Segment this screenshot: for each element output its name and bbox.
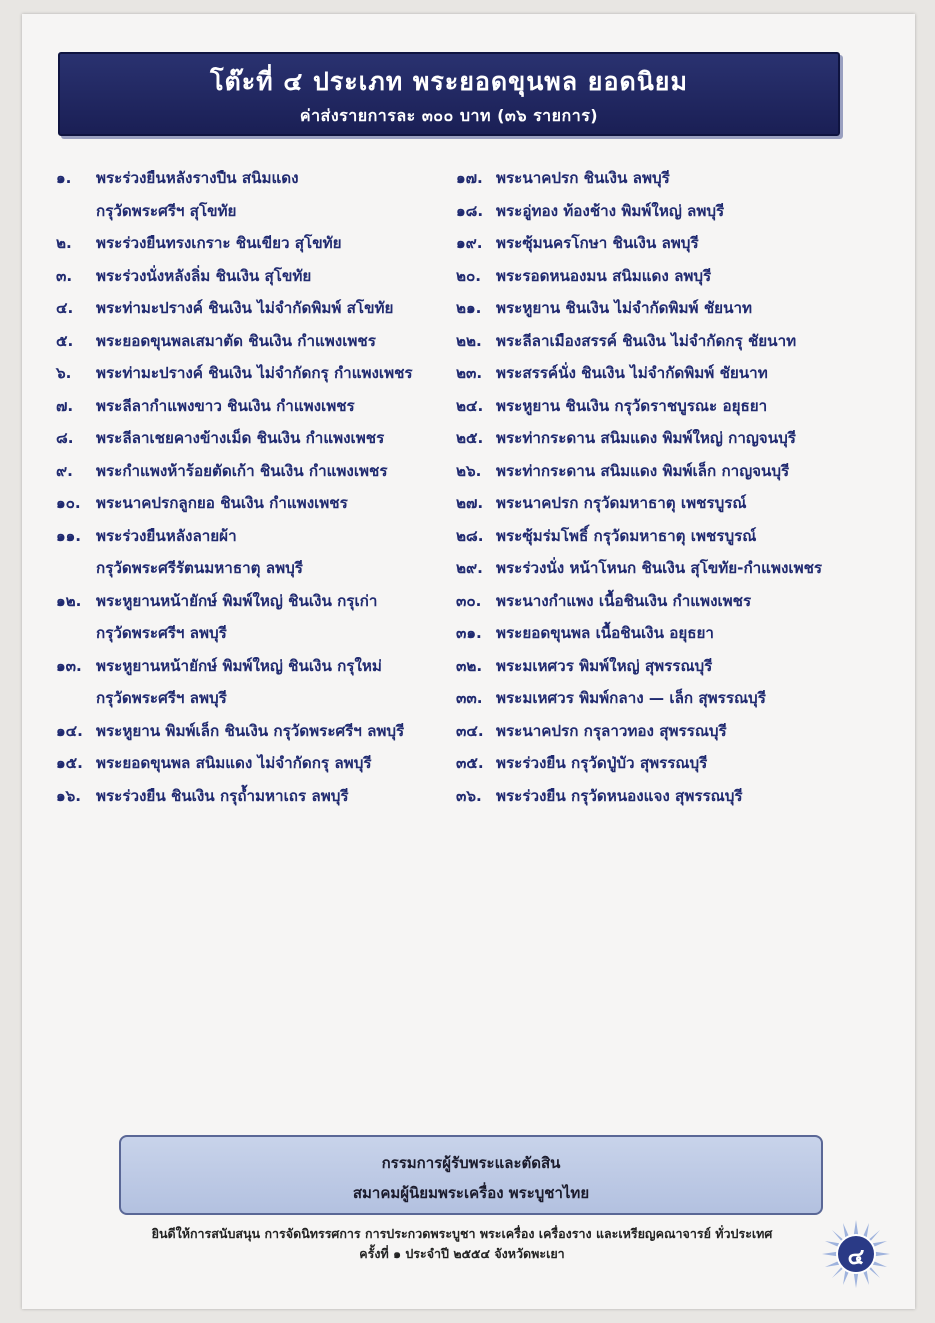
item-text: พระนาคปรก กรุวัดมหาธาตุ เพชรบูรณ์ (496, 494, 747, 512)
list-item (456, 422, 896, 455)
item-text: พระร่วงยืน กรุวัดหนองแจง สุพรรณบุรี (496, 786, 743, 805)
list-item (56, 650, 456, 715)
item-number: ๑๒. (56, 591, 82, 610)
association-name: สมาคมผู้นิยมพระเครื่อง พระบูชาไทย (352, 1184, 590, 1202)
list-item (456, 715, 896, 748)
list-item (456, 682, 896, 715)
item-text: พระร่วงยืน กรุวัดปู่บัว สุพรรณบุรี (496, 754, 708, 772)
list-item (456, 650, 896, 683)
item-text: พระร่วงนั่ง หน้าโหนก ชินเงิน สุโขทัย-กำแพงเพชร (496, 559, 823, 577)
item-text: พระร่วงยืน ชินเงิน กรุถ้ำมหาเถร ลพบุรี (96, 786, 349, 805)
item-text: พระร่วงยืนหลังลายผ้า (96, 526, 237, 545)
item-text: พระร่วงยืนหลังรางปืน สนิมแดง (96, 169, 299, 187)
item-text: กรุวัดพระศรีฯ สุโขทัย (96, 201, 237, 220)
item-number: ๓๕. (456, 754, 484, 772)
item-number: ๑๘. (456, 201, 484, 220)
item-text: กรุวัดพระศรีรัตนมหาธาตุ ลพบุรี (96, 559, 303, 577)
item-text: กรุวัดพระศรีฯ ลพบุรี (96, 689, 227, 707)
judges-title: กรรมการผู้รับพระและตัดสิน (381, 1154, 561, 1172)
item-text: พระลีลาเชยคางข้างเม็ด ชินเงิน กำแพงเพชร (96, 429, 385, 447)
item-text: พระยอดขุนพล เนื้อชินเงิน อยุธยา (496, 624, 714, 642)
list-item (456, 487, 896, 520)
item-number: ๒๘. (456, 526, 484, 545)
item-number: ๓๑. (456, 624, 482, 642)
item-number: ๓๔. (456, 721, 484, 740)
list-item (456, 780, 896, 813)
item-number: ๒. (56, 234, 72, 252)
list-item (56, 357, 456, 390)
page-title: โต๊ะที่ ๔ ประเภท พระยอดขุนพล ยอดนิยม (210, 67, 688, 96)
list-item (456, 390, 896, 423)
item-number: ๓๐. (456, 591, 482, 610)
item-text: พระยอดขุนพลเสมาตัด ชินเงิน กำแพงเพชร (96, 331, 376, 350)
item-text: พระนางกำแพง เนื้อชินเงิน กำแพงเพชร (496, 591, 752, 610)
list-item (56, 780, 456, 813)
list-item (456, 747, 896, 780)
item-text: พระซุ้มร่มโพธิ์ กรุวัดมหาธาตุ เพชรบูรณ์ (496, 526, 757, 545)
judges-box (119, 1135, 823, 1215)
item-text: พระสรรค์นั่ง ชินเงิน ไม่จำกัดพิมพ์ ชัยนาท (496, 364, 768, 382)
item-text: พระท่ากระดาน สนิมแดง พิมพ์เล็ก กาญจนบุรี (496, 461, 790, 480)
item-number: ๕. (56, 331, 74, 350)
item-number: ๑๕. (56, 754, 83, 772)
list-item (56, 260, 456, 293)
footnote-line-2: ครั้งที่ ๑ ประจำปี ๒๕๕๔ จังหวัดพะเยา (359, 1246, 565, 1261)
item-list-right (456, 162, 896, 812)
page-number: ๔ (847, 1245, 865, 1270)
item-text: พระท่ามะปรางค์ ชินเงิน ไม่จำกัดพิมพ์ สโขทัย (96, 299, 394, 317)
list-item (56, 520, 456, 585)
item-text: พระรอดหนองมน สนิมแดง ลพบุรี (496, 266, 712, 285)
page-number-badge (822, 1220, 890, 1288)
list-item (456, 325, 896, 358)
item-number: ๒๑. (456, 299, 482, 317)
item-number: ๓๒. (456, 656, 483, 675)
list-item (56, 390, 456, 423)
item-text: พระลีลาเมืองสรรค์ ชินเงิน ไม่จำกัดกรุ ชัยนาท (496, 331, 797, 350)
item-number: ๒๐. (456, 266, 482, 285)
item-number: ๑๐. (56, 494, 81, 512)
list-item (456, 162, 896, 195)
list-item (56, 292, 456, 325)
item-number: ๑๓. (56, 656, 82, 675)
list-item (456, 260, 896, 293)
list-item (56, 162, 456, 227)
list-item (56, 585, 456, 650)
footnote-line-1: ยินดีให้การสนับสนุน การจัดนิทรรศการ การประกวดพระบูชา พระเครื่อง เครื่องราง และเหรียญคณาจารย์ ทั่วประเทศ (151, 1226, 773, 1241)
list-item (56, 227, 456, 260)
item-number: ๖. (56, 364, 72, 382)
item-text: พระหูยานหน้ายักษ์ พิมพ์ใหญ่ ชินเงิน กรุใหม่ (96, 656, 382, 675)
item-number: ๑๖. (56, 786, 82, 805)
list-item (56, 715, 456, 748)
item-number: ๒๕. (456, 429, 484, 447)
list-item (56, 455, 456, 488)
item-number: ๑๗. (456, 169, 483, 187)
list-item (56, 747, 456, 780)
item-text: พระหูยาน ชินเงิน ไม่จำกัดพิมพ์ ชัยนาท (496, 299, 752, 317)
item-number: ๒๗. (456, 494, 484, 512)
item-number: ๔. (56, 299, 74, 317)
item-list-left (56, 162, 456, 812)
item-number: ๗. (56, 396, 74, 415)
item-text: พระมเหศวร พิมพ์กลาง — เล็ก สุพรรณบุรี (496, 689, 766, 707)
item-text: พระมเหศวร พิมพ์ใหญ่ สุพรรณบุรี (496, 656, 713, 675)
item-number: ๒๖. (456, 461, 482, 480)
item-number: ๑. (56, 169, 72, 187)
item-text: พระกำแพงห้าร้อยตัดเก้า ชินเงิน กำแพงเพชร (96, 461, 388, 480)
item-text: พระหูยาน ชินเงิน กรุวัดราชบูรณะ อยุธยา (496, 396, 768, 415)
item-number: ๘. (56, 429, 74, 447)
item-number: ๓๓. (456, 689, 483, 707)
item-number: ๒๒. (456, 331, 482, 350)
item-text: พระร่วงยืนทรงเกราะ ชินเขียว สุโขทัย (96, 234, 342, 252)
list-item (456, 617, 896, 650)
item-text: พระร่วงนั่งหลังลิ่ม ชินเงิน สุโขทัย (96, 266, 312, 285)
item-text: พระลีลากำแพงขาว ชินเงิน กำแพงเพชร (96, 396, 355, 415)
item-text: พระอู่ทอง ท้องช้าง พิมพ์ใหญ่ ลพบุรี (496, 201, 725, 220)
list-item (456, 292, 896, 325)
document-page (22, 14, 915, 1309)
item-text: พระยอดขุนพล สนิมแดง ไม่จำกัดกรุ ลพบุรี (96, 754, 372, 772)
item-text: พระท่ามะปรางค์ ชินเงิน ไม่จำกัดกรุ กำแพงเพชร (96, 364, 413, 382)
item-number: ๓. (56, 266, 73, 285)
item-number: ๒๙. (456, 559, 483, 577)
item-text: พระหูยานหน้ายักษ์ พิมพ์ใหญ่ ชินเงิน กรุเก่า (96, 591, 378, 610)
item-number: ๙. (56, 461, 73, 480)
list-item (456, 227, 896, 260)
list-item (56, 487, 456, 520)
item-text: พระนาคปรก กรุลาวทอง สุพรรณบุรี (496, 721, 727, 740)
list-item (456, 357, 896, 390)
item-number: ๑๔. (56, 721, 83, 740)
item-text: พระนาคปรกลูกยอ ชินเงิน กำแพงเพชร (96, 494, 348, 512)
table-header-banner (58, 52, 840, 136)
item-text: พระนาคปรก ชินเงิน ลพบุรี (496, 169, 670, 187)
page-subtitle: ค่าส่งรายการละ ๓๐๐ บาท (๓๖ รายการ) (299, 106, 599, 125)
list-item (456, 520, 896, 553)
list-item (456, 195, 896, 228)
list-item (56, 422, 456, 455)
item-number: ๑๙. (456, 234, 483, 252)
item-number: ๓๖. (456, 786, 482, 805)
item-number: ๑๑. (56, 526, 82, 545)
item-text: พระหูยาน พิมพ์เล็ก ชินเงิน กรุวัดพระศรีฯ ลพบุรี (96, 721, 405, 740)
item-text: พระท่ากระดาน สนิมแดง พิมพ์ใหญ่ กาญจนบุรี (496, 429, 796, 447)
item-text: กรุวัดพระศรีฯ ลพบุรี (96, 624, 227, 642)
list-item (456, 552, 896, 585)
item-number: ๒๓. (456, 364, 483, 382)
list-item (456, 455, 896, 488)
item-number: ๒๔. (456, 396, 484, 415)
item-text: พระซุ้มนครโกษา ชินเงิน ลพบุรี (496, 234, 699, 252)
list-item (456, 585, 896, 618)
list-item (56, 325, 456, 358)
